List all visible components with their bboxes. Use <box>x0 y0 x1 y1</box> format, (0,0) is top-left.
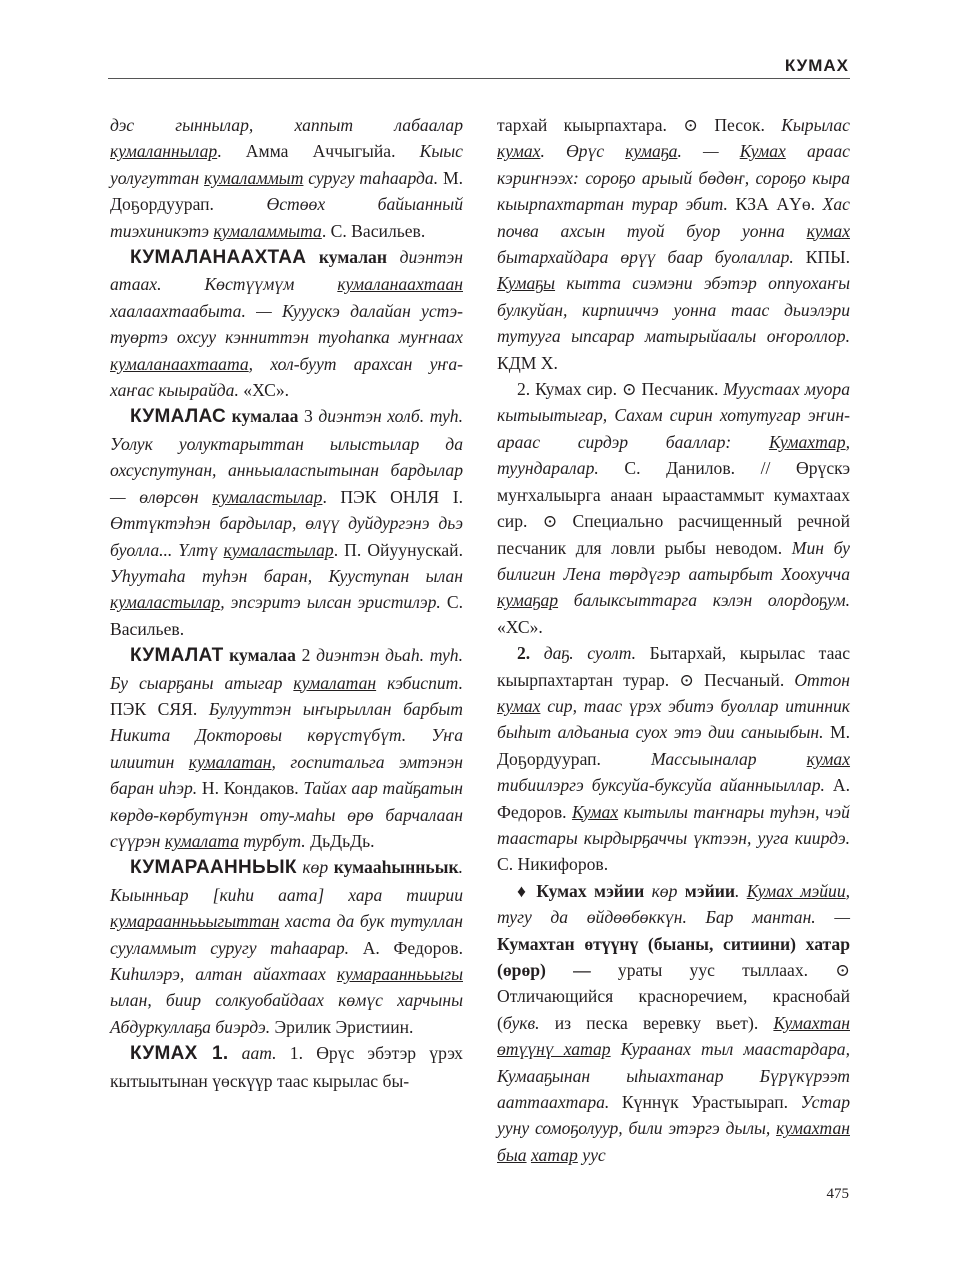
text-run: бытархайдара өрүү баар буолаллар. <box>497 247 794 268</box>
text-run: диэнтэн дьаһ. туһ. Бу сыарҕаны атыгар <box>110 645 463 693</box>
text-run: , тугу да өйдөөбөккүн. Бар мантан. — <box>497 880 851 928</box>
text-run: Кумахтан өтүүнү (быаны, ситиини) хатар (өрөр) — <box>497 933 850 980</box>
example-term: кумарааннььыгыттан <box>110 911 280 932</box>
text-run: Тайах аар тайҕатын көрдө-көрбутүнэн оту-маһы өрө барчалаан сүүрэн <box>110 778 463 851</box>
text-run: Оттон <box>794 669 850 690</box>
text-run: сир, таас үрэх эбитэ буоллар итинник быһыт алдьаныа суох этэ дии саныыбын. <box>497 695 850 743</box>
example-term: хатар <box>530 1144 578 1165</box>
text-run: ПЭК СЯЯ. <box>110 698 209 719</box>
example-term: кумаластылар <box>212 486 323 507</box>
text-run: Хас почва ахсын туой буор уонна <box>497 194 850 241</box>
text-run: С. Данилов. // Өрүскэ муҥхалыырга анаан ыраастаммыт кумахтаах сир. ⊙ Специально расчищенный речной песчаник для ловли рыбы неводом. <box>497 458 850 558</box>
example-term: Кумах мэйии <box>746 880 846 901</box>
text-run: дэс гыннылар, хаппыт лабаалар <box>110 115 463 135</box>
headword: КУМАЛАТ <box>130 645 224 667</box>
example-term: кумаламмыта <box>213 220 322 241</box>
text-run: ДьДьДь. <box>305 830 375 851</box>
text-run: . С. Васильев. <box>321 220 426 241</box>
example-term: кумалатан <box>188 751 272 772</box>
running-head: КУМАХ <box>784 56 849 75</box>
text-run: . Өрүс <box>540 141 626 162</box>
text-run: кытта сиэмэни эбэтэр оппуохаҥы булкуйан, кирпииччэ уонна таас дьиэлэри тутууга ыпсарар матырыйаалы оҥороллор. <box>497 273 850 347</box>
dictionary-paragraph <box>110 854 463 1040</box>
text-run: Өттүктэһэн бардылар, өлүү дуйдургэнэ дьэ буолла... Үлтү <box>110 513 463 560</box>
text-run: . Амма Аччыгыйа. <box>217 141 420 162</box>
text-run: суругу таһаарда. <box>303 167 439 188</box>
example-term: кумаластылар <box>110 592 221 613</box>
text-run: Массыыналар <box>650 748 807 769</box>
text-run: ураты уус тыллаах. ⊙ Отличающийся красноречием, краснобай ( <box>497 960 851 1033</box>
dictionary-paragraph <box>110 244 463 403</box>
example-term: кумаланнылар <box>110 141 218 162</box>
text-run: Мин бу билигин Лена төрдүгэр аатырбыт Хоохучча <box>497 537 850 584</box>
example-term: кумалата <box>164 830 239 851</box>
text-run <box>228 1043 241 1063</box>
text-run: Уһуутаһа туһэн баран, Кууступан ылан <box>110 565 463 586</box>
text-run: 2 <box>295 645 317 666</box>
example-term: кумаланаахтаан <box>337 274 463 295</box>
text-run: көр <box>302 857 329 878</box>
text-run: мэйии <box>684 880 735 901</box>
text-run: 1. Өрүс эбэтэр үрэх кытыытынан үөскүүр таас кырылас бы- <box>110 1043 463 1091</box>
example-term: кумалатан <box>293 672 377 693</box>
text-run: Устар ууну сомоҕолуур, били этэргэ дылы, <box>497 1092 850 1139</box>
text-run: Кураанах тыл маастардара, Кумааҕынан ыһыахтанар Бүрүкүрээт ааттаахтара. <box>497 1039 850 1113</box>
dictionary-paragraph <box>497 376 850 640</box>
text-run: Эрилик Эристиин. <box>270 1016 414 1037</box>
dictionary-paragraph <box>110 642 463 854</box>
example-term: Кумах <box>739 141 786 162</box>
text-run: араас кэриҥнээх: сороҕо арыый бөдөҥ, сороҕо кыра кыырпахтартан турар эбит. <box>497 141 850 215</box>
text-run: . ПЭК ОНЛЯ I. <box>322 486 463 507</box>
example-term: кумаластылар <box>223 539 334 560</box>
text-run: , хол-буут арахсан уҥа-хаҥас кыырайда. <box>110 353 463 401</box>
example-term: кумахтан <box>776 1118 850 1139</box>
dictionary-paragraph <box>110 403 463 642</box>
example-term: кумах <box>497 695 541 716</box>
headword: КУМАЛАНААХТАА <box>130 247 307 269</box>
text-run: хаалаахтаабыта. — Кууускэ далайан устэ-туөртэ охсуу кэнниттэн туоһапка муҥнаах <box>110 300 463 348</box>
text-run: турбут. <box>238 830 306 851</box>
text-run: С. Васильев. <box>110 592 463 639</box>
text-run: 3 <box>298 406 319 427</box>
headword: КУМАХ 1. <box>130 1043 229 1065</box>
text-run: КЗА АҮө. <box>727 194 823 215</box>
dictionary-paragraph <box>497 878 850 1168</box>
text-run: . П. Ойуунускай. <box>333 539 463 560</box>
example-term: кумаҕа <box>625 141 678 162</box>
text-run: , туундаралар. <box>497 431 850 479</box>
text-run: . Кыынньар [киһи аата] хара тиирии <box>110 857 463 905</box>
text-run: хаста да бук тутуллан сууламмыт суругу таһаарар. <box>110 911 463 958</box>
text-run: , госпитальга эмтэнэн баран иһэр. <box>110 751 463 799</box>
text-run: уус <box>577 1144 606 1165</box>
text-run: кытылы таҥнары туһэн, чэй таастары кырдырҕаччы үктээн, ууга киирдэ. <box>497 801 850 848</box>
example-term: кумах <box>806 748 851 769</box>
example-term: кумаланаахтаата <box>110 353 249 374</box>
text-run: даҕ. суолт. <box>530 643 637 664</box>
text-run: Муустаах муора кытыытыгар, Сахам сирин хотутугар эҥин-араас сирдэр бааллар: <box>497 379 850 452</box>
text-run: диэнтэн атаах. <box>110 247 463 295</box>
headword: КУМАЛАС <box>130 406 227 428</box>
text-run: 2. Кумах сир. ⊙ Песчаник. <box>517 379 724 400</box>
text-run: Н. Кондаков. <box>197 778 304 799</box>
right-column <box>497 112 850 1168</box>
example-term: кумах <box>497 141 541 162</box>
text-run <box>306 247 319 267</box>
dictionary-paragraph <box>497 640 850 878</box>
example-term: кумаҕар <box>497 590 559 611</box>
text-run: А. Федоров. <box>349 937 463 958</box>
example-term: кумах <box>806 220 850 241</box>
text-run: Көстүүмүм <box>204 274 338 295</box>
text-run: Киһилэрэ, алтан айахтаах <box>110 964 337 984</box>
text-run: кумалаа <box>229 645 296 666</box>
text-run: тархай кыырпахтара. ⊙ Песок. <box>497 115 782 135</box>
text-run: 2. <box>517 643 531 664</box>
text-run: КДМ Х. <box>497 352 558 373</box>
text-run: Булууттэн ыҥырыллан барбыт Никита Докторовы көрүстүбүт. Уҥа илиитин <box>110 698 463 772</box>
text-run: , эпсэритэ ылсан эристилэр. <box>220 592 441 613</box>
dictionary-paragraph <box>110 1040 463 1094</box>
text-run: көр <box>644 880 685 901</box>
text-run: . — <box>677 141 740 162</box>
text-run: Кырылас <box>781 115 850 135</box>
text-run: С. Никифоров. <box>497 854 609 875</box>
left-column <box>110 112 463 1094</box>
example-term: кумарааннььыгы <box>336 964 463 984</box>
dictionary-paragraph <box>110 112 463 244</box>
text-run: диэнтэн холб. туһ. Уолук уолуктарыттан ылыстылар да охсуспутунан, анньыаласпытынан бардылар — өлөрсөн <box>110 406 463 507</box>
text-run: . <box>734 880 747 901</box>
text-run: аат. <box>241 1043 277 1064</box>
text-run: М. Доҕордуурап. <box>110 167 463 215</box>
text-run: букв. <box>502 1012 540 1033</box>
dictionary-paragraph <box>497 112 850 376</box>
text-run: ылан, биир солкуобайдаах көмүс харчыны Абдуркуллаҕа биэрдэ. <box>110 990 463 1037</box>
text-run: Кыыс уолугуттан <box>110 141 463 188</box>
example-term: Кумахтан өтүүнү хатар <box>497 1012 850 1060</box>
text-run: Өстөөх байыанный тиэхиникэтэ <box>110 194 463 241</box>
text-run: ♦ Кумах мэйии <box>517 880 645 901</box>
text-run: «ХС». <box>243 380 290 401</box>
text-run: «ХС». <box>497 616 543 637</box>
text-run: тибиилэргэ буксуйа-буксуйа айанныыллар. <box>497 775 825 796</box>
example-term: кумаламмыт <box>204 167 304 188</box>
text-run: кумааһынньык <box>328 857 459 878</box>
text-run: кумалан <box>318 247 387 268</box>
example-term: быа <box>497 1144 527 1165</box>
example-term: Кумах <box>572 801 619 822</box>
page-number: 475 <box>826 1186 849 1202</box>
text-run: кэбиспит. <box>376 672 463 693</box>
text-run: балыксыттарга кэлэн олордоҕум. <box>558 590 850 611</box>
example-term: Кумахтар <box>768 431 846 452</box>
header-rule <box>108 78 850 79</box>
example-term: Кумаҕы <box>497 273 556 294</box>
text-run: М. Доҕордуурап. <box>497 722 850 769</box>
headword: КУМАРААННЬЫК <box>130 857 297 879</box>
text-run: кумалаа <box>231 406 299 427</box>
text-run: из песка веревку вьет). <box>539 1012 774 1033</box>
text-run: КПЫ. <box>793 247 850 268</box>
text-run: Бытархай, кырылас таас кыырпахтартан турар. ⊙ Песчаный. <box>497 643 850 690</box>
text-run: Күннүк Урастыырап. <box>609 1092 801 1113</box>
text-run: А. Федоров. <box>497 775 850 822</box>
